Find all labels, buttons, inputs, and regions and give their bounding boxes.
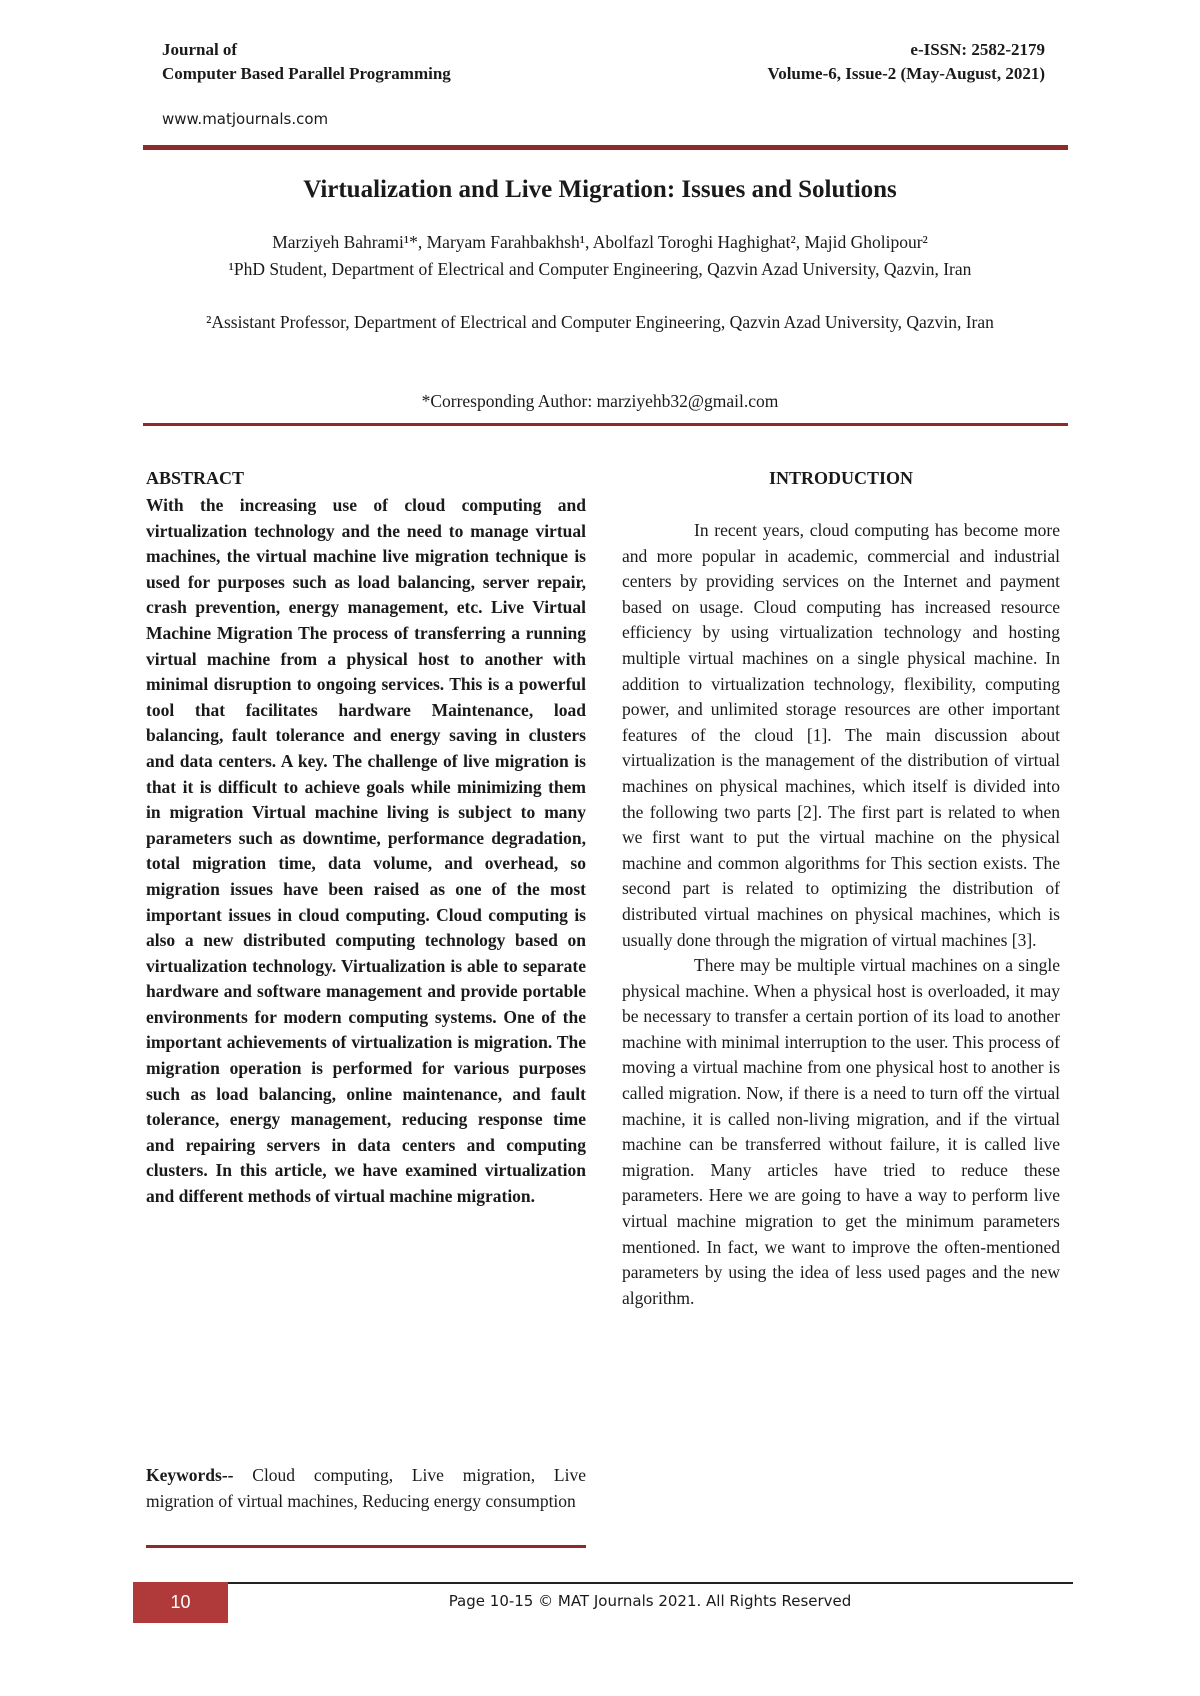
abstract-text: With the increasing use of cloud computing and virtualization technology and the need to manage virtual machines, the virtual machine live migration technique is used for purposes such as load balancing, server repair, crash prevention, energy management, etc. Live Virtual Machine Migration The process of transferring a running virtual machine from a physical host to another with minimal disruption to ongoing services. This is a powerful tool that facilitates hardware Maintenance, load balancing, fault tolerance and energy saving in clusters and data centers. A key. The challenge of live migration is that it is difficult to achieve goals while minimizing them in migration Virtual machine living is subject to many parameters such as downtime, performance degradation, total migration time, data volume, and overhead, so migration issues have been raised as one of the most important issues in cloud computing. Cloud computing is also a new distributed computing technology based on virtualization technology. Virtualization is able to separate hardware and software management and provide portable environments for modern computing systems. One of the important achievements of virtualization is migration. The migration operation is performed for various purposes such as load balancing, online maintenance, and fault tolerance, energy management, reducing response time and repairing servers in data centers and computing clusters. In this article, we have examined virtualization and different methods of virtual machine migration.	[146, 495, 586, 1207]
header-rule	[143, 145, 1068, 150]
footer-rule	[228, 1582, 1073, 1584]
volume-issue: Volume-6, Issue-2 (May-August, 2021)	[767, 64, 1045, 83]
journal-line1: Journal of	[162, 40, 238, 59]
author-list: Marziyeh Bahrami¹*, Maryam Farahbakhsh¹, Abolfazl Toroghi Haghighat², Majid Gholipour²	[272, 232, 928, 252]
affiliation-2: ²Assistant Professor, Department of Electrical and Computer Engineering, Qazvin Azad University, Qazvin, Iran	[206, 312, 994, 332]
issn: e-ISSN: 2582-2179	[910, 40, 1045, 59]
corresponding-author: *Corresponding Author: marziyehb32@gmail.com	[421, 391, 779, 411]
intro-paragraph-2: There may be multiple virtual machines on a single physical machine. When a physical host is overloaded, it may be necessary to transfer a certain portion of its load to another machine with minimal interruption to the user. This process of moving a virtual machine from one physical host to another is called migration. Now, if there is a need to turn off the virtual machine, it is called non-living migration, and if the virtual machine can be transferred without failure, it is called live migration. Many articles have tried to reduce these parameters. Here we are going to have a way to perform live virtual machine migration to get the minimum parameters mentioned. In fact, we want to improve the often-mentioned parameters by using the idea of less used pages and the new algorithm.	[622, 955, 1060, 1308]
page-number: 10	[133, 1582, 228, 1623]
footer-copyright: Page 10-15 © MAT Journals 2021. All Rights Reserved	[448, 1592, 852, 1610]
journal-website[interactable]: www.matjournals.com	[162, 110, 329, 128]
title-rule	[143, 423, 1068, 426]
introduction-body	[622, 518, 1060, 1311]
journal-meta	[650, 38, 1045, 86]
journal-line2: Computer Based Parallel Programming	[162, 64, 451, 83]
introduction-heading: INTRODUCTION	[768, 468, 914, 488]
keywords-list: Cloud computing, Live migration, Live migration of virtual machines, Reducing energy consumption	[146, 1465, 586, 1511]
affiliation-1: ¹PhD Student, Department of Electrical and Computer Engineering, Qazvin Azad University, Qazvin, Iran	[228, 259, 972, 279]
journal-name	[162, 38, 451, 86]
keywords-label: Keywords--	[146, 1465, 234, 1485]
intro-paragraph-1: In recent years, cloud computing has become more and more popular in academic, commercial and industrial centers by providing services on the Internet and payment based on usage. Cloud computing has increased resource efficiency by using virtualization technology and hosting multiple virtual machines on a single physical machine. In addition to virtualization technology, flexibility, computing power, and unlimited storage resources are other important features of the cloud [1]. The main discussion about virtualization is the management of the distribution of virtual machines on physical machines, which itself is divided into the following two parts [2]. The first part is related to when we first want to put the virtual machine on the physical machine and common algorithms for This section exists. The second part is related to optimizing the distribution of distributed virtual machines on physical machines, which is usually done through the migration of virtual machines [3].	[622, 520, 1060, 950]
paper-title: Virtualization and Live Migration: Issues and Solutions	[303, 176, 897, 203]
keywords	[146, 1463, 586, 1514]
abstract-heading: ABSTRACT	[146, 468, 245, 488]
abstract-rule	[146, 1545, 586, 1548]
